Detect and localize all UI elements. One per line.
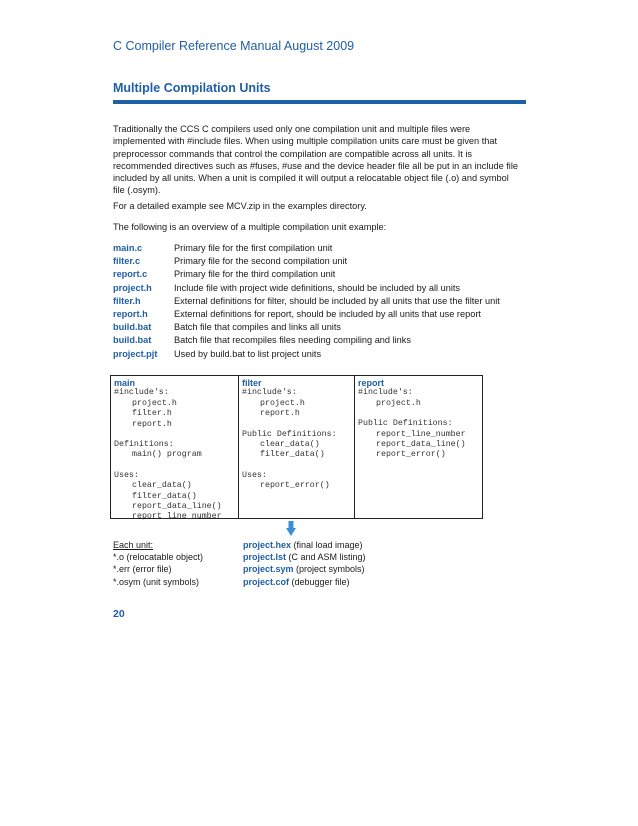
file-name: build.bat	[113, 335, 152, 346]
section-title: Multiple Compilation Units	[113, 81, 271, 95]
down-arrow-icon	[286, 521, 296, 536]
file-description: Primary file for the first compilation unit	[174, 243, 333, 253]
definition-item: filter_data()	[260, 450, 325, 460]
spacer	[114, 430, 238, 440]
definitions-label: Public Definitions:	[242, 429, 337, 439]
uses-label: Uses:	[114, 470, 139, 480]
file-name: filter.c	[113, 256, 141, 267]
definitions-label: Public Definitions:	[358, 419, 453, 429]
each-unit-outputs	[113, 539, 203, 588]
definition-item: report_data_line()	[376, 440, 466, 450]
includes-label: #include's:	[114, 388, 169, 398]
file-name: main.c	[113, 243, 143, 253]
uses-item: report_data_line()	[132, 502, 222, 512]
definition-item: report_line_number	[376, 429, 466, 439]
example-reference-paragraph: For a detailed example see MCV.zip in the examples directory.	[113, 201, 367, 211]
include-item: project.h	[376, 398, 421, 408]
overview-paragraph: The following is an overview of a multiple compilation unit example:	[113, 222, 387, 232]
project-output-item	[243, 563, 366, 575]
definition-item: clear_data()	[260, 440, 320, 450]
uses-item: report_line_number	[132, 512, 222, 522]
project-output-name: project.sym	[243, 564, 294, 575]
unit-output-item: *.osym (unit symbols)	[113, 576, 200, 587]
spacer	[114, 461, 238, 471]
unit-title: report	[358, 378, 385, 388]
file-name: project.h	[113, 282, 152, 293]
page-number: 20	[113, 608, 125, 620]
project-output-name: project.hex	[243, 540, 292, 550]
project-output-item	[243, 539, 366, 551]
unit-column-filter	[238, 376, 354, 518]
file-description: Batch file that compiles and links all units	[174, 322, 341, 333]
unit-column-main	[111, 376, 238, 522]
project-outputs	[243, 539, 366, 588]
file-description: Used by build.bat to list project units	[174, 348, 322, 359]
file-description: Batch file that recompiles files needing compiling and links	[174, 335, 411, 346]
unit-output-item: *.o (relocatable object)	[113, 552, 204, 563]
file-description: Include file with project wide definitions, should be included by all units	[174, 282, 461, 293]
include-item: filter.h	[132, 409, 172, 419]
uses-item: filter_data()	[132, 491, 197, 501]
project-output-description: (project symbols)	[293, 564, 365, 575]
include-item: report.h	[260, 409, 300, 419]
project-output-item	[243, 576, 366, 588]
definition-item: report_error()	[376, 450, 446, 460]
project-output-item	[243, 551, 366, 563]
file-name: project.pjt	[113, 348, 158, 359]
file-row	[113, 242, 500, 255]
project-output-description: (final load image)	[291, 540, 363, 550]
uses-label: Uses:	[242, 470, 267, 480]
definition-item: main() program	[132, 450, 202, 460]
file-description: External definitions for report, should be included by all units that use report	[174, 309, 481, 320]
unit-column-report	[354, 376, 482, 518]
includes-label: #include's:	[242, 388, 297, 398]
include-item: project.h	[260, 398, 305, 408]
definitions-label: Definitions:	[114, 440, 174, 450]
spacer	[242, 420, 354, 430]
uses-item: clear_data()	[132, 481, 192, 491]
intro-paragraph: Traditionally the CCS C compilers used only one compilation unit and multiple files were implemented with #include files. When using multiple compilation units care must be given that preprocessor commands that control the compilation are compatible across all units. It is recommended directives such as #fuses, #use and the device header file all be put in an include file included by all units. When a unit is compiled it will output a relocatable object file (.o) and symbol file (.osym).	[113, 124, 519, 196]
file-row	[113, 295, 500, 308]
include-item: project.h	[132, 398, 177, 408]
spacer	[358, 409, 482, 419]
compilation-units-table	[110, 375, 483, 522]
project-output-description: (debugger file)	[289, 576, 350, 587]
file-row	[113, 321, 500, 334]
file-row	[113, 334, 500, 347]
includes-label: #include's:	[358, 388, 413, 398]
unit-title: filter	[242, 378, 262, 388]
file-name: filter.h	[113, 295, 141, 306]
project-output-description: (C and ASM listing)	[286, 552, 366, 563]
project-output-name: project.lst	[243, 552, 287, 563]
unit-output-item: *.err (error file)	[113, 564, 172, 575]
unit-title: main	[114, 378, 136, 388]
file-description: Primary file for the second compilation unit	[174, 256, 348, 267]
document-header: C Compiler Reference Manual August 2009	[113, 39, 355, 53]
file-description: Primary file for the third compilation unit	[174, 269, 336, 280]
file-row	[113, 348, 500, 361]
file-row	[113, 268, 500, 281]
file-list	[113, 242, 500, 361]
file-row	[113, 282, 500, 295]
include-item: report.h	[132, 419, 172, 429]
file-name: report.c	[113, 269, 148, 280]
section-divider	[113, 100, 526, 104]
project-output-name: project.cof	[243, 576, 290, 587]
file-row	[113, 308, 500, 321]
each-unit-label: Each unit:	[113, 540, 154, 550]
file-name: build.bat	[113, 322, 152, 333]
file-description: External definitions for filter, should be included by all units that use the filter unit	[174, 295, 500, 306]
file-row	[113, 255, 500, 268]
uses-item: report_error()	[260, 481, 330, 491]
file-name: report.h	[113, 309, 148, 320]
spacer	[242, 461, 354, 471]
